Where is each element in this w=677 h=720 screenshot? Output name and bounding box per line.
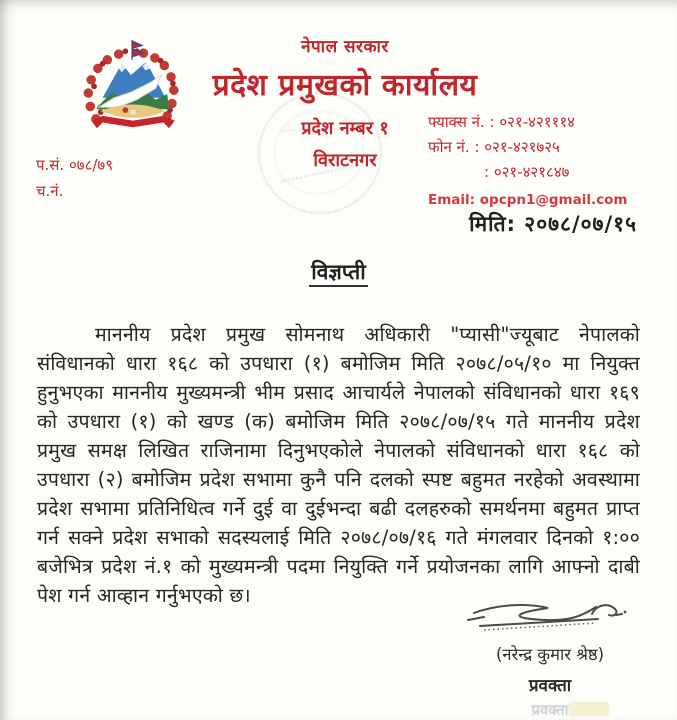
notice-title: विज्ञप्ती bbox=[0, 258, 677, 286]
ghost-stamp-text: प्रवक्ता bbox=[525, 700, 574, 720]
office-city: विराटनगर bbox=[313, 150, 377, 171]
contact-block bbox=[428, 110, 668, 213]
notice-body-paragraph: माननीय प्रदेश प्रमुख सोमनाथ अधिकारी "प्यासी"ज्यूबाट नेपालको संविधानको धारा १६८ को उपधारा (१) बमोजिम मिति २०७८/०५/१० मा नियुक्त हुनुभएका माननीय मुख्यमन्त्री भीम प्रसाद आचार्यले नेपालको संविधानको धारा १६९ को उपधारा (१) को खण्ड (क) बमोजिम मिति २०७८/०७/१५ गते माननीय प्रदेश प्रमुख समक्ष लिखित राजिनामा दिनुभएकोले नेपालको संविधानको धारा १६८ को उपधारा (२) बमोजिम प्रदेश सभामा कुनै पनि दलको स्पष्ट बहुमत नरहेको अवस्थामा प्रदेश सभामा प्रतिनिधित्व गर्ने दुई वा दुईभन्दा बढी दलहरुको समर्थनमा बहुमत प्राप्त गर्न सक्ने प्रदेश सभाको सदस्यलाई मिति २०७८/०७/१६ गते मंगलवार दिनको १:०० बजेभित्र प्रदेश नं.१ को मुख्यमन्त्री पदमा नियुक्ति गर्ने प्रयोजनका लागि आफ्नो दाबी पेश गर्न आव्हान गर्नुभएको छ। bbox=[37, 322, 640, 607]
email-address: Email: opcpn1@gmail.com bbox=[428, 192, 628, 208]
signatory-designation: प्रवक्ता bbox=[528, 676, 572, 696]
government-title: नेपाल सरकार bbox=[301, 37, 389, 57]
phone-number-2: : ०२१-४२१८४७ bbox=[484, 163, 570, 181]
ref-number: प.सं. ०७८/७९ bbox=[36, 156, 114, 174]
signature-mark-icon bbox=[450, 598, 650, 640]
phone-number: फोन नं. : ०२१-४२१७२५ bbox=[428, 138, 560, 156]
office-title: प्रदेश प्रमुखको कार्यालय bbox=[212, 68, 478, 103]
signature-block bbox=[440, 598, 660, 720]
province-number: प्रदेश नम्बर १ bbox=[301, 118, 389, 139]
signatory-name: (नरेन्द्र कुमार श्रेष्ठ) bbox=[495, 645, 605, 664]
chalani-number: च.नं. bbox=[36, 182, 64, 200]
letter-date: मिति: २०७८/०७/१५ bbox=[469, 212, 637, 236]
reference-block bbox=[36, 152, 113, 204]
fax-number: फ्याक्स नं. : ०२१-४२१११४ bbox=[428, 113, 575, 131]
letterhead bbox=[0, 0, 677, 245]
